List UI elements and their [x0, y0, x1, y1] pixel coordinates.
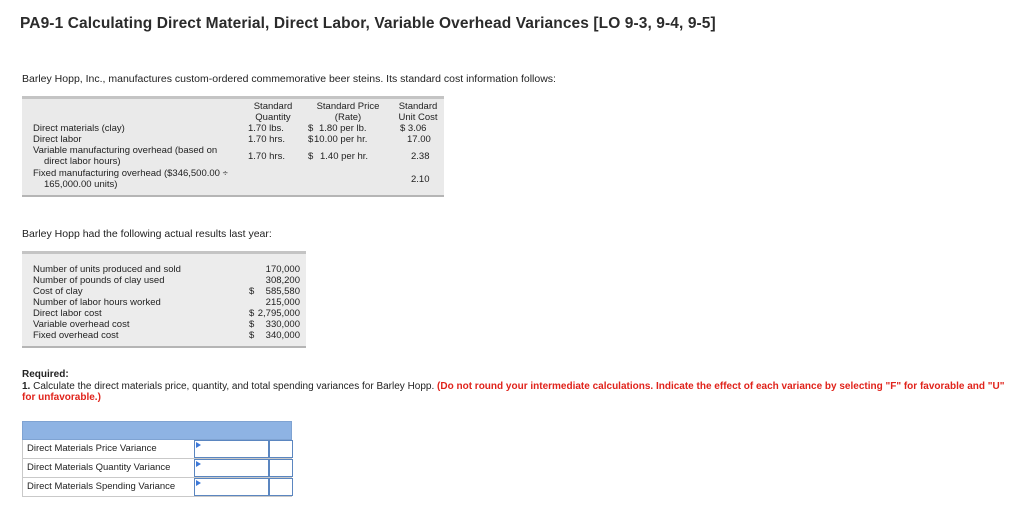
- std-row-label-cont: 165,000.00 units): [44, 179, 118, 190]
- table-row: [33, 319, 300, 330]
- std-row-price-symbol: $: [308, 123, 314, 134]
- std-row-label-cont: direct labor hours): [44, 156, 121, 167]
- variance-label: Direct Materials Spending Variance: [22, 478, 194, 496]
- table-row: [33, 308, 300, 319]
- standard-cost-table: [22, 96, 444, 197]
- price-variance-amount-input[interactable]: [194, 440, 269, 458]
- required-heading: Required:: [22, 369, 69, 380]
- quantity-variance-amount-input[interactable]: [194, 459, 269, 477]
- answer-table-header: [22, 421, 292, 440]
- std-row-cost: $ 3.06: [400, 123, 427, 134]
- actual-symbol: $: [249, 286, 255, 297]
- actual-label: Number of pounds of clay used: [33, 275, 165, 286]
- instruction-text: (Do not round your intermediate calculations. Indicate the effect of each variance by selecting "F" for favorable and "U" for unfavorable.): [22, 380, 1005, 403]
- dropdown-indicator-icon: [196, 442, 201, 448]
- price-variance-effect-input[interactable]: [269, 440, 293, 458]
- actual-symbol: $: [249, 319, 255, 330]
- actual-label: Direct labor cost: [33, 308, 102, 319]
- actual-symbol: $: [249, 308, 255, 319]
- header-standard-cost-line1: Standard: [398, 101, 438, 112]
- std-row-price: 1.80 per lb.: [319, 123, 367, 134]
- table-row: [22, 440, 292, 459]
- actual-label: Variable overhead cost: [33, 319, 130, 330]
- question-number: 1.: [22, 380, 31, 392]
- actual-label: Number of labor hours worked: [33, 297, 161, 308]
- actual-label: Fixed overhead cost: [33, 330, 119, 341]
- table-row: [33, 275, 300, 286]
- table-row: [33, 297, 300, 308]
- actual-label: Number of units produced and sold: [33, 264, 181, 275]
- page-title: PA9-1 Calculating Direct Material, Direct Labor, Variable Overhead Variances [LO 9-3, 9-4, 9-5]: [20, 15, 716, 32]
- actual-label: Cost of clay: [33, 286, 83, 297]
- actual-symbol: $: [249, 330, 255, 341]
- header-standard-cost-line2: Unit Cost: [398, 112, 438, 123]
- header-standard-price-line2: (Rate): [334, 112, 362, 123]
- std-row-label: Direct materials (clay): [33, 123, 125, 134]
- std-row-price: 1.40 per hr.: [320, 151, 369, 162]
- required-section: [22, 369, 1017, 404]
- std-row-qty: 1.70 hrs.: [248, 134, 285, 145]
- header-standard-quantity-line2: Quantity: [255, 112, 291, 123]
- std-row-price-symbol: $: [308, 151, 314, 162]
- std-row-qty: 1.70 lbs.: [248, 123, 284, 134]
- std-row-cost: 2.38: [411, 151, 430, 162]
- actual-value: 2,795,000: [257, 308, 300, 319]
- dropdown-indicator-icon: [196, 480, 201, 486]
- actual-results-intro: Barley Hopp had the following actual results last year:: [22, 228, 272, 240]
- std-row-cost: 17.00: [407, 134, 431, 145]
- table-row: [33, 286, 300, 297]
- dropdown-indicator-icon: [196, 461, 201, 467]
- actual-value: 330,000: [265, 319, 300, 330]
- actual-value: 340,000: [265, 330, 300, 341]
- std-row-label: Variable manufacturing overhead (based on: [33, 145, 218, 156]
- header-standard-price-line1: Standard Price: [316, 101, 380, 112]
- table-row: [22, 478, 292, 497]
- actual-value: 215,000: [265, 297, 300, 308]
- header-standard-quantity-line1: Standard: [253, 101, 293, 112]
- std-row-qty: 1.70 hrs.: [248, 151, 285, 162]
- required-question: [22, 381, 1017, 404]
- std-row-label: Direct labor: [33, 134, 82, 145]
- std-row-price: 10.00 per hr.: [314, 134, 368, 145]
- actual-value: 585,580: [265, 286, 300, 297]
- intro-text: Barley Hopp, Inc., manufactures custom-ordered commemorative beer steins. Its standard cost information follows:: [22, 73, 556, 85]
- variance-label: Direct Materials Price Variance: [22, 440, 194, 458]
- spending-variance-amount-input[interactable]: [194, 478, 269, 496]
- actual-results-table: [22, 251, 306, 348]
- std-row-cost: 2.10: [411, 174, 430, 185]
- question-text: Calculate the direct materials price, quantity, and total spending variances for Barley Hopp.: [33, 380, 435, 392]
- table-row: [22, 459, 292, 478]
- actual-value: 170,000: [265, 264, 300, 275]
- answer-table: [22, 421, 292, 497]
- std-row-label: Fixed manufacturing overhead ($346,500.00 ÷: [33, 168, 228, 179]
- table-row: [33, 264, 300, 275]
- spending-variance-effect-input[interactable]: [269, 478, 293, 496]
- table-row: [33, 330, 300, 341]
- actual-value: 308,200: [265, 275, 300, 286]
- std-row-price-symbol: $: [308, 134, 314, 145]
- variance-label: Direct Materials Quantity Variance: [22, 459, 194, 477]
- quantity-variance-effect-input[interactable]: [269, 459, 293, 477]
